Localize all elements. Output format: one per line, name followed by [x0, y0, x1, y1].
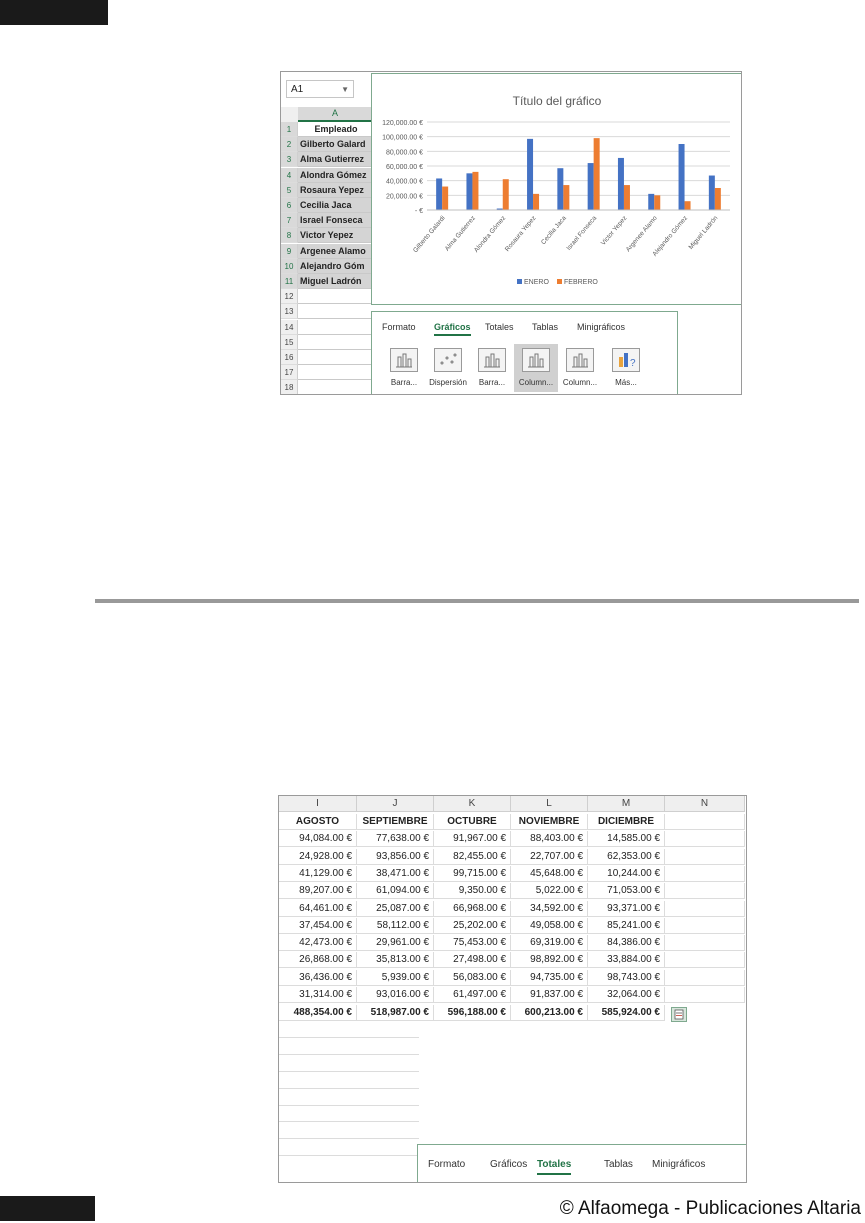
empty-row[interactable]: [279, 1022, 419, 1038]
bar-febrero: [533, 194, 539, 210]
row-number[interactable]: 18: [281, 380, 298, 395]
legend-label: ENERO: [524, 279, 549, 286]
column-header-j[interactable]: J: [357, 796, 434, 812]
table-cell[interactable]: 22,707.00 €: [511, 849, 588, 865]
row-number[interactable]: 8: [281, 228, 298, 243]
table-cell[interactable]: 85,241.00 €: [588, 918, 665, 934]
x-tick-label: Victor Yepez: [599, 214, 629, 247]
empty-cell[interactable]: [665, 866, 745, 882]
bar-febrero: [685, 201, 691, 210]
table-cell[interactable]: 33,884.00 €: [588, 952, 665, 968]
table-cell[interactable]: 94,084.00 €: [279, 831, 357, 847]
column-title[interactable]: AGOSTO: [279, 814, 357, 830]
chart-option-label: Barra...: [478, 378, 506, 387]
quick-analysis-panel: [371, 311, 678, 395]
bar-febrero: [442, 187, 448, 210]
grid-row: [281, 289, 376, 304]
row-number[interactable]: 16: [281, 350, 298, 365]
table-cell[interactable]: 38,471.00 €: [357, 866, 434, 882]
column-title[interactable]: DICIEMBRE: [588, 814, 665, 830]
chart-option-label: Más...: [615, 378, 637, 387]
cell-a[interactable]: [298, 380, 372, 395]
empty-row[interactable]: [279, 1090, 419, 1106]
table-cell[interactable]: 10,244.00 €: [588, 866, 665, 882]
table-cell[interactable]: 36,436.00 €: [279, 970, 357, 986]
x-tick-label: Cecilia Jaca: [539, 214, 568, 247]
x-tick-label: Alejandro Gómez: [651, 214, 690, 258]
row-number[interactable]: 14: [281, 320, 298, 335]
empty-row[interactable]: [279, 1123, 419, 1139]
table-cell[interactable]: 25,087.00 €: [357, 901, 434, 917]
table-cell[interactable]: 49,058.00 €: [511, 918, 588, 934]
table-cell[interactable]: 62,353.00 €: [588, 849, 665, 865]
table-cell[interactable]: 64,461.00 €: [279, 901, 357, 917]
table-cell[interactable]: 32,064.00 €: [588, 987, 665, 1003]
row-number[interactable]: 9: [281, 244, 298, 259]
row-number[interactable]: 11: [281, 274, 298, 289]
x-tick-label: Gilberto Galardi: [412, 214, 447, 255]
grid-row: [281, 213, 376, 228]
table-cell[interactable]: 94,735.00 €: [511, 970, 588, 986]
chart-option-1[interactable]: [426, 344, 470, 392]
x-tick-label: Alma Gutierrez: [443, 214, 477, 253]
chart-option-2[interactable]: [470, 344, 514, 392]
empty-cell[interactable]: [665, 831, 745, 847]
chart-option-label: Dispersión: [429, 378, 467, 387]
chart-option-3[interactable]: [514, 344, 558, 392]
empty-cell[interactable]: [665, 814, 745, 830]
column-chart-icon: [522, 348, 550, 372]
bar-chart-icon: [478, 348, 506, 372]
table-cell[interactable]: 56,083.00 €: [434, 970, 511, 986]
table-cell[interactable]: 88,403.00 €: [511, 831, 588, 847]
grid-row: [281, 152, 376, 167]
table-cell[interactable]: 71,053.00 €: [588, 883, 665, 899]
cell-a[interactable]: Victor Yepez: [298, 228, 372, 243]
bar-febrero: [624, 185, 630, 210]
column-header-a-label: A: [331, 108, 338, 118]
row-number[interactable]: 10: [281, 259, 298, 274]
row-number[interactable]: 6: [281, 198, 298, 213]
table-cell[interactable]: 58,112.00 €: [357, 918, 434, 934]
chart-option-label: Column...: [562, 378, 598, 387]
table-cell[interactable]: 82,455.00 €: [434, 849, 511, 865]
empty-row[interactable]: [279, 1056, 419, 1072]
grid-row: [281, 365, 376, 380]
grid-row: [281, 244, 376, 259]
bar-enero: [618, 158, 624, 210]
row-number[interactable]: 5: [281, 183, 298, 198]
page-corner-block-bottom: [0, 1196, 95, 1221]
tab-totales[interactable]: Totales: [485, 322, 514, 332]
table-cell[interactable]: 31,314.00 €: [279, 987, 357, 1003]
table-cell[interactable]: 93,016.00 €: [357, 987, 434, 1003]
x-tick-label: Rosaura Yepez: [503, 214, 538, 254]
bar-febrero: [715, 188, 721, 210]
total-cell[interactable]: 518,987.00 €: [357, 1005, 434, 1021]
chevron-down-icon[interactable]: ▼: [341, 85, 349, 94]
tab-formato[interactable]: Formato: [382, 322, 416, 332]
empty-cell[interactable]: [665, 883, 745, 899]
select-all-corner[interactable]: [281, 107, 298, 122]
y-tick-label: - €: [414, 208, 423, 215]
y-tick-label: 40,000.00 €: [386, 178, 423, 186]
cell-a[interactable]: [298, 320, 372, 335]
table-cell[interactable]: 91,837.00 €: [511, 987, 588, 1003]
table-cell[interactable]: 98,743.00 €: [588, 970, 665, 986]
total-cell[interactable]: 600,213.00 €: [511, 1005, 588, 1021]
table-cell[interactable]: 99,715.00 €: [434, 866, 511, 882]
chart-option-4[interactable]: [558, 344, 602, 392]
more-charts-icon: [612, 348, 640, 372]
scatter-chart-icon: [434, 348, 462, 372]
row-number[interactable]: 12: [281, 289, 298, 304]
table-cell[interactable]: 5,022.00 €: [511, 883, 588, 899]
grid-row: [281, 259, 376, 274]
column-header-m[interactable]: M: [588, 796, 665, 812]
grid-row: [281, 122, 376, 137]
empty-cell[interactable]: [665, 918, 745, 934]
table-cell[interactable]: 84,386.00 €: [588, 935, 665, 951]
grid-row: [281, 380, 376, 395]
section-divider: [95, 599, 859, 603]
cell-a[interactable]: [298, 365, 372, 380]
chart-area[interactable]: [371, 73, 742, 305]
table-cell[interactable]: 9,350.00 €: [434, 883, 511, 899]
table-cell[interactable]: 69,319.00 €: [511, 935, 588, 951]
empty-cell[interactable]: [665, 952, 745, 968]
table-cell[interactable]: 61,094.00 €: [357, 883, 434, 899]
column-header-l[interactable]: L: [511, 796, 588, 812]
chart-option-label: Barra...: [390, 378, 418, 387]
row-number[interactable]: 17: [281, 365, 298, 380]
cell-a[interactable]: Argenee Alamo: [298, 244, 372, 259]
empty-row[interactable]: [279, 1106, 419, 1122]
row-number[interactable]: 3: [281, 152, 298, 167]
grid-row: [281, 228, 376, 243]
empty-cell[interactable]: [665, 970, 745, 986]
grid-row: [281, 350, 376, 365]
bar-enero: [588, 163, 594, 210]
cell-a[interactable]: Alma Gutierrez: [298, 152, 372, 167]
page-corner-block-top: [0, 0, 108, 25]
table-cell[interactable]: 75,453.00 €: [434, 935, 511, 951]
quick-analysis-panel-totals: [417, 1144, 747, 1183]
table-cell[interactable]: 24,928.00 €: [279, 849, 357, 865]
row-number[interactable]: 7: [281, 213, 298, 228]
bar-febrero: [472, 172, 478, 210]
column-chart-icon: [566, 348, 594, 372]
table-cell[interactable]: 26,868.00 €: [279, 952, 357, 968]
excel-totals-screenshot: [278, 795, 747, 1183]
tab-gráficos[interactable]: Gráficos: [490, 1159, 528, 1170]
bar-enero: [679, 144, 685, 210]
table-cell[interactable]: 89,207.00 €: [279, 883, 357, 899]
column-header-i[interactable]: I: [279, 796, 357, 812]
cell-a[interactable]: [298, 304, 372, 319]
row-number[interactable]: 15: [281, 335, 298, 350]
tab-tablas[interactable]: Tablas: [604, 1159, 633, 1170]
table-cell[interactable]: 66,968.00 €: [434, 901, 511, 917]
table-cell[interactable]: 45,648.00 €: [511, 866, 588, 882]
grid-row: [281, 320, 376, 335]
table-cell[interactable]: 91,967.00 €: [434, 831, 511, 847]
bar-febrero: [654, 195, 660, 210]
total-cell[interactable]: 585,924.00 €: [588, 1005, 665, 1021]
cell-a[interactable]: Gilberto Galard: [298, 137, 372, 152]
cell-a[interactable]: Alejandro Góm: [298, 259, 372, 274]
grid-row: [281, 137, 376, 152]
footer-copyright: © Alfaomega - Publicaciones Altaria: [559, 1198, 861, 1219]
empty-cell[interactable]: [665, 935, 745, 951]
table-cell[interactable]: 93,371.00 €: [588, 901, 665, 917]
table-cell[interactable]: 25,202.00 €: [434, 918, 511, 934]
empty-cell[interactable]: [665, 987, 745, 1003]
row-number[interactable]: 13: [281, 304, 298, 319]
tab-minigráficos[interactable]: Minigráficos: [652, 1159, 706, 1170]
cell-a[interactable]: Miguel Ladrón: [298, 274, 372, 289]
tab-tablas[interactable]: Tablas: [532, 322, 559, 332]
column-title[interactable]: OCTUBRE: [434, 814, 511, 830]
legend-swatch: [557, 279, 562, 284]
cell-a[interactable]: Israel Fonseca: [298, 213, 372, 228]
bar-febrero: [503, 179, 509, 210]
cell-a[interactable]: [298, 350, 372, 365]
chart-option-5[interactable]: [604, 344, 648, 392]
bar-enero: [557, 168, 563, 210]
empty-row[interactable]: [279, 1039, 419, 1055]
column-title[interactable]: NOVIEMBRE: [511, 814, 588, 830]
table-cell[interactable]: 77,638.00 €: [357, 831, 434, 847]
table-cell[interactable]: 27,498.00 €: [434, 952, 511, 968]
grid-row: [281, 168, 376, 183]
name-box[interactable]: [286, 80, 354, 98]
cell-a[interactable]: [298, 289, 372, 304]
table-cell[interactable]: 34,592.00 €: [511, 901, 588, 917]
grid-row: [281, 183, 376, 198]
table-cell[interactable]: 98,892.00 €: [511, 952, 588, 968]
y-tick-label: 120,000.00 €: [382, 120, 423, 127]
cell-a[interactable]: [298, 335, 372, 350]
svg-text:?: ?: [630, 358, 636, 369]
column-chart: [372, 74, 742, 304]
cell-a[interactable]: Cecilia Jaca: [298, 198, 372, 213]
tab-totales[interactable]: Totales: [537, 1157, 571, 1175]
quick-analysis-button[interactable]: [671, 1007, 687, 1022]
row-number[interactable]: 4: [281, 168, 298, 183]
cell-a[interactable]: Rosaura Yepez: [298, 183, 372, 198]
table-cell[interactable]: 61,497.00 €: [434, 987, 511, 1003]
bar-chart-icon: [390, 348, 418, 372]
grid-row: [281, 335, 376, 350]
grid-row: [281, 274, 376, 289]
bar-febrero: [594, 138, 600, 210]
legend-label: FEBRERO: [564, 279, 598, 286]
empty-cell[interactable]: [665, 849, 745, 865]
table-cell[interactable]: 37,454.00 €: [279, 918, 357, 934]
table-cell[interactable]: 5,939.00 €: [357, 970, 434, 986]
table-cell[interactable]: 41,129.00 €: [279, 866, 357, 882]
bar-enero: [436, 178, 442, 210]
legend-swatch: [517, 279, 522, 284]
cell-a[interactable]: Empleado: [298, 122, 372, 137]
y-tick-label: 60,000.00 €: [386, 164, 423, 171]
table-cell[interactable]: 42,473.00 €: [279, 935, 357, 951]
total-cell[interactable]: 488,354.00 €: [279, 1005, 357, 1021]
chart-title: Título del gráfico: [512, 94, 602, 108]
x-tick-label: Miguel Ladrón: [687, 214, 720, 251]
empty-cell[interactable]: [665, 901, 745, 917]
x-tick-label: Israel Fonseca: [565, 214, 599, 252]
row-number[interactable]: 1: [281, 122, 298, 137]
grid-row: [281, 304, 376, 319]
grid-row: [281, 198, 376, 213]
column-header-a[interactable]: [298, 107, 372, 122]
total-cell[interactable]: 596,188.00 €: [434, 1005, 511, 1021]
tab-minigráficos[interactable]: Minigráficos: [577, 322, 626, 332]
column-title[interactable]: SEPTIEMBRE: [357, 814, 434, 830]
chart-option-0[interactable]: [382, 344, 426, 392]
tab-formato[interactable]: Formato: [428, 1159, 466, 1170]
chart-option-label: Column...: [518, 378, 554, 387]
bar-enero: [466, 173, 472, 210]
bar-febrero: [563, 185, 569, 210]
x-tick-label: Alondra Gómez: [472, 214, 508, 254]
y-tick-label: 100,000.00 €: [382, 134, 423, 142]
row-number[interactable]: 2: [281, 137, 298, 152]
y-tick-label: 20,000.00 €: [386, 193, 423, 201]
excel-chart-screenshot: [280, 71, 742, 395]
quick-analysis-icon: [672, 1008, 686, 1021]
y-tick-label: 80,000.00 €: [386, 149, 423, 157]
table-cell[interactable]: 14,585.00 €: [588, 831, 665, 847]
x-tick-label: Argenee Alamo: [624, 214, 659, 254]
table-cell[interactable]: 35,813.00 €: [357, 952, 434, 968]
tab-gráficos[interactable]: Gráficos: [434, 320, 471, 336]
column-header-k[interactable]: K: [434, 796, 511, 812]
table-cell[interactable]: 93,856.00 €: [357, 849, 434, 865]
column-header-n[interactable]: N: [665, 796, 745, 812]
bar-enero: [527, 139, 533, 210]
empty-row[interactable]: [279, 1140, 419, 1156]
bar-enero: [648, 194, 654, 210]
table-cell[interactable]: 29,961.00 €: [357, 935, 434, 951]
cell-a[interactable]: Alondra Gómez: [298, 168, 372, 183]
empty-row[interactable]: [279, 1073, 419, 1089]
name-box-value: A1: [291, 84, 304, 95]
bar-enero: [709, 176, 715, 210]
